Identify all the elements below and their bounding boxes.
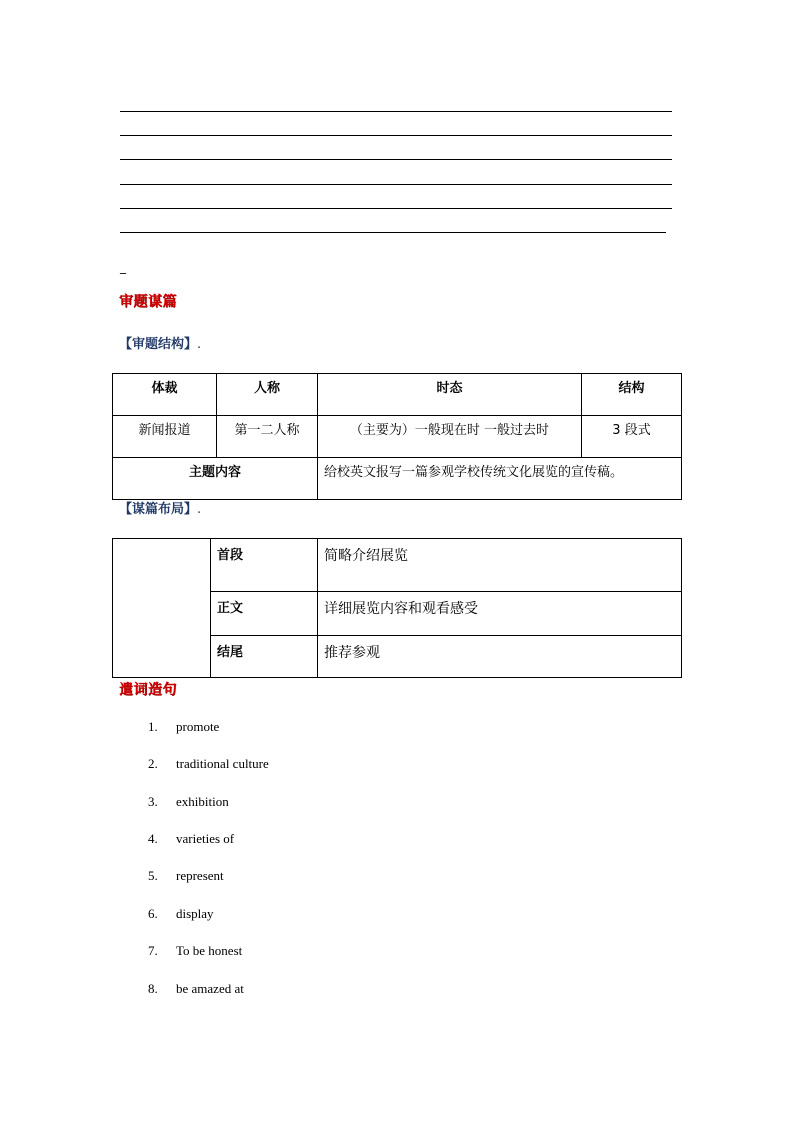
header-person: 人称 bbox=[217, 374, 318, 416]
layout-blank-cell bbox=[113, 539, 211, 678]
layout-label: 正文 bbox=[211, 592, 318, 636]
topic-label: 主题内容 bbox=[113, 458, 318, 500]
list-number: 1. bbox=[148, 719, 158, 734]
list-number: 8. bbox=[148, 981, 158, 996]
list-item bbox=[148, 719, 219, 735]
header-tense: 时态 bbox=[318, 374, 582, 416]
list-item bbox=[148, 756, 269, 772]
layout-label: 首段 bbox=[211, 539, 318, 592]
layout-heading bbox=[119, 498, 201, 517]
layout-value: 简略介绍展览 bbox=[318, 539, 682, 592]
list-item bbox=[148, 868, 224, 884]
structure-table bbox=[112, 373, 682, 500]
list-text: represent bbox=[176, 868, 224, 883]
layout-value: 详细展览内容和观看感受 bbox=[318, 592, 682, 636]
header-genre: 体裁 bbox=[113, 374, 217, 416]
writing-line bbox=[120, 111, 672, 112]
writing-line bbox=[120, 232, 666, 233]
table-row bbox=[113, 458, 682, 500]
section-title-qianci: 遣词造句 bbox=[119, 682, 177, 698]
table-row bbox=[113, 416, 682, 458]
list-text: To be honest bbox=[176, 943, 243, 958]
heading-dot: . bbox=[197, 502, 202, 517]
writing-line bbox=[120, 135, 672, 136]
table-row bbox=[113, 539, 682, 592]
writing-line bbox=[120, 184, 672, 185]
list-text: display bbox=[176, 906, 214, 921]
layout-heading-text: 【谋篇布局】 bbox=[119, 502, 198, 517]
writing-line bbox=[120, 208, 672, 209]
cell-genre: 新闻报道 bbox=[113, 416, 217, 458]
section-title-shenti: 审题谋篇 bbox=[119, 294, 177, 310]
list-text: promote bbox=[176, 719, 220, 734]
table-header-row bbox=[113, 374, 682, 416]
list-item bbox=[148, 831, 234, 847]
list-number: 6. bbox=[148, 906, 158, 921]
list-text: exhibition bbox=[176, 794, 229, 809]
list-text: varieties of bbox=[176, 831, 235, 846]
blank-dash: _ bbox=[120, 260, 126, 274]
list-number: 2. bbox=[148, 756, 158, 771]
header-structure: 结构 bbox=[582, 374, 682, 416]
structure-heading bbox=[119, 333, 201, 352]
writing-line bbox=[120, 159, 672, 160]
layout-table bbox=[112, 538, 682, 678]
layout-value: 推荐参观 bbox=[318, 636, 682, 678]
cell-person: 第一二人称 bbox=[217, 416, 318, 458]
list-number: 4. bbox=[148, 831, 158, 846]
list-text: traditional culture bbox=[176, 756, 269, 771]
list-item bbox=[148, 906, 214, 922]
list-number: 7. bbox=[148, 943, 158, 958]
cell-structure: 3 段式 bbox=[582, 416, 682, 458]
list-item bbox=[148, 794, 229, 810]
list-item bbox=[148, 981, 244, 997]
list-number: 3. bbox=[148, 794, 158, 809]
heading-dot: . bbox=[197, 337, 202, 352]
list-number: 5. bbox=[148, 868, 158, 883]
list-item bbox=[148, 943, 242, 959]
structure-heading-text: 【审题结构】 bbox=[119, 337, 198, 352]
cell-tense: （主要为）一般现在时 一般过去时 bbox=[318, 416, 582, 458]
topic-value: 给校英文报写一篇参观学校传统文化展览的宣传稿。 bbox=[318, 458, 682, 500]
layout-label: 结尾 bbox=[211, 636, 318, 678]
list-text: be amazed at bbox=[176, 981, 244, 996]
